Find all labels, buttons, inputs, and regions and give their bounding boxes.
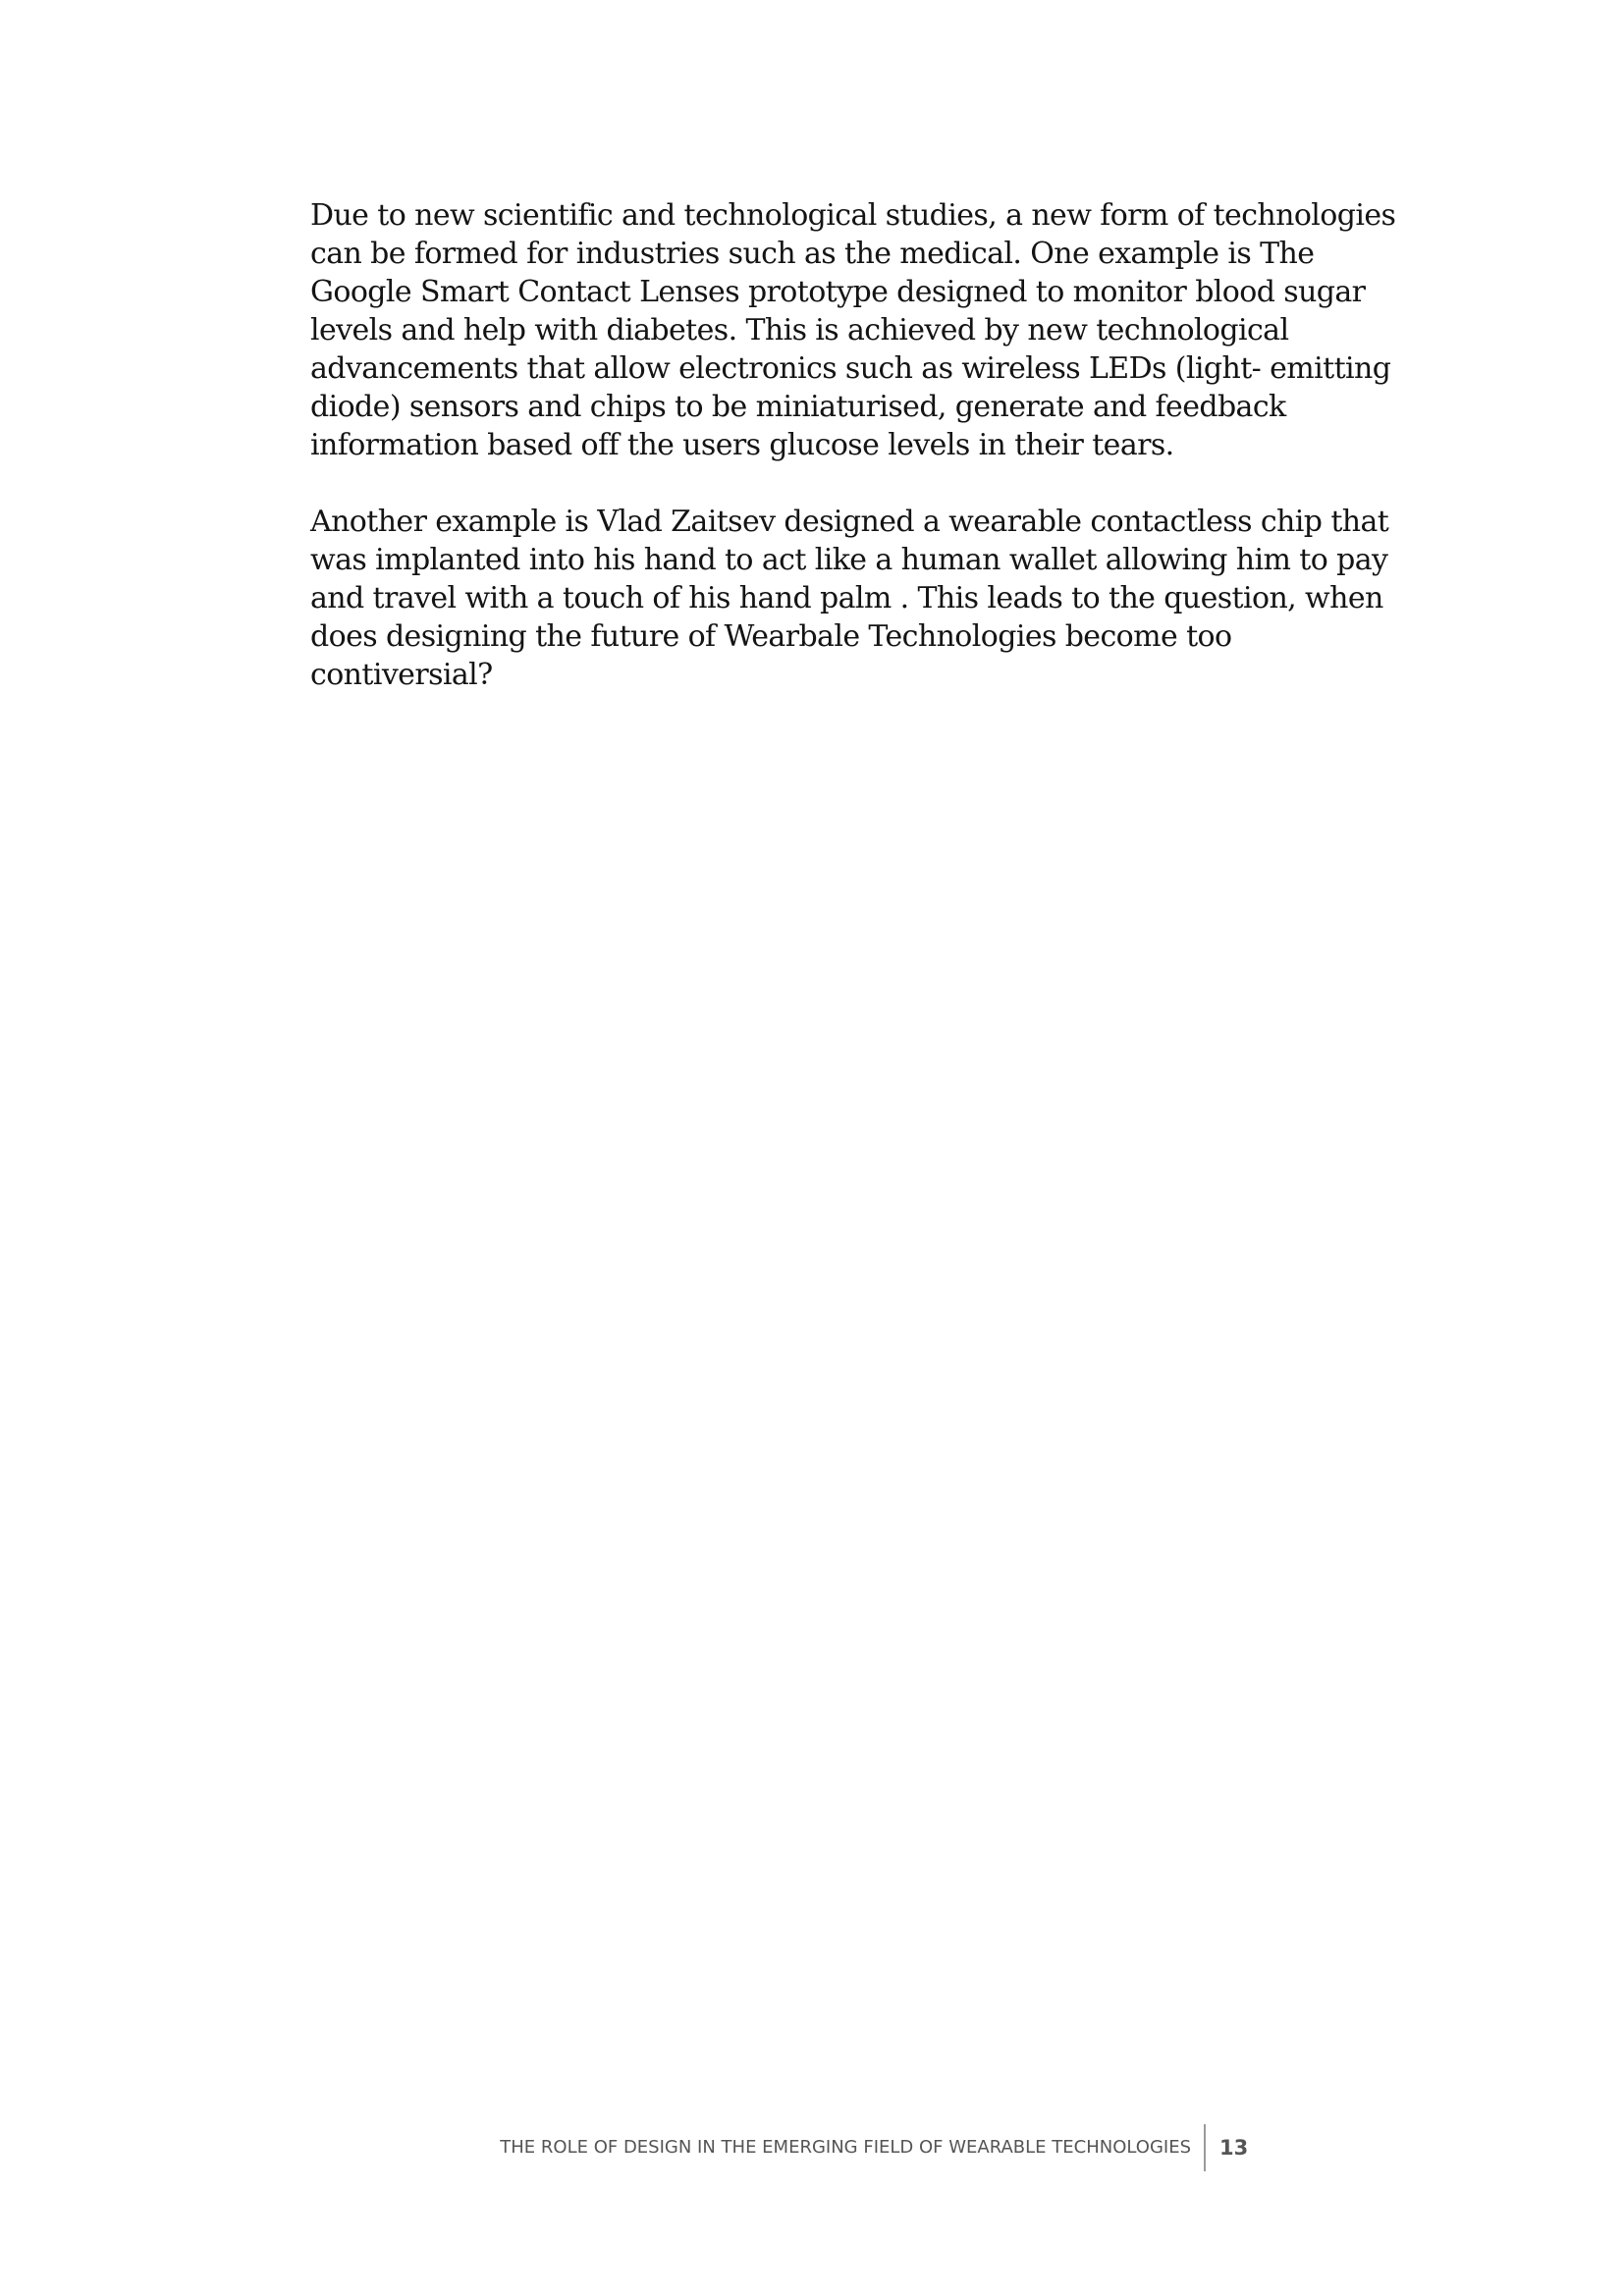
footer-divider <box>1204 2124 1206 2171</box>
paragraph-1: Due to new scientific and technological studies, a new form of technologies can be formed for industries such as the medical. One example is The Google Smart Contact Lenses prototype designed to monitor blood sugar levels and help with diabetes. This is achieved by new technological advancements that allow electronics such as wireless LEDs (light- emitting diode) sensors and chips to be miniaturised, generate and feedback information based off the users glucose levels in their tears. <box>310 198 1396 462</box>
page-footer <box>0 2128 1623 2167</box>
footer-title: THE ROLE OF DESIGN IN THE EMERGING FIELD OF WEARABLE TECHNOLOGIES <box>500 2137 1191 2158</box>
body-text <box>310 196 1410 694</box>
paragraph-2: Another example is Vlad Zaitsev designed a wearable contactless chip that was implanted into his hand to act like a human wallet allowing him to pay and travel with a touch of his hand palm . This leads to the question, when does designing the future of Wearbale Technologies become too contiversial? <box>310 505 1389 692</box>
page-number: 13 <box>1219 2136 1249 2160</box>
